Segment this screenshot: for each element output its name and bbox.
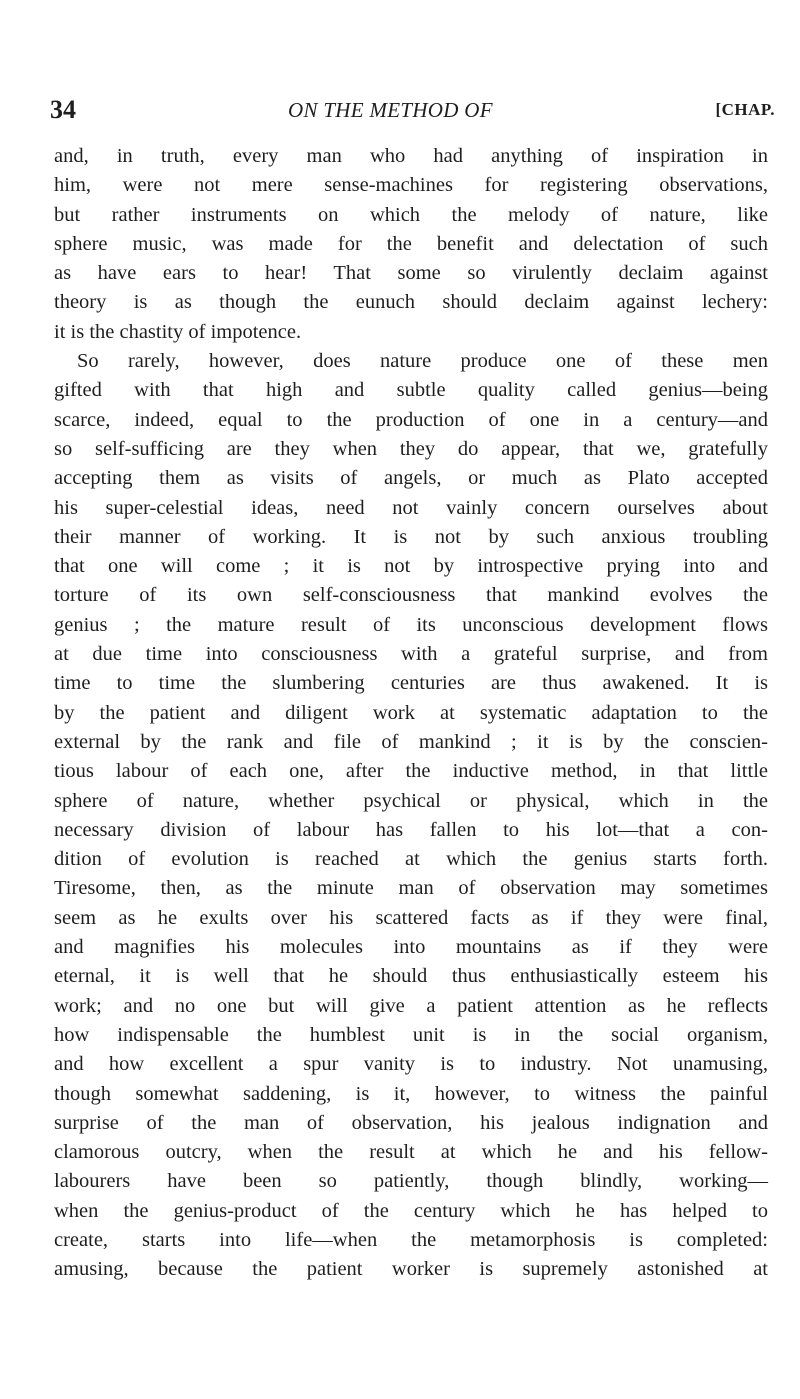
text-line: his super-celestial ideas, need not vainly concern ourselves about: [54, 496, 768, 519]
text-line: external by the rank and file of mankind ; it is by the conscien-: [54, 730, 768, 753]
body-text: [54, 142, 768, 1285]
text-line: sphere music, was made for the benefit and delectation of such: [54, 232, 768, 255]
text-line: that one will come ; it is not by introspective prying into and: [54, 555, 768, 578]
text-line: at due time into consciousness with a grateful surprise, and from: [54, 643, 768, 666]
text-line: amusing, because the patient worker is supremely astonished at: [54, 1258, 768, 1281]
text-line: torture of its own self-consciousness that mankind evolves the: [54, 584, 768, 607]
text-line: as have ears to hear! That some so virulently declaim against: [54, 262, 768, 285]
text-line: work; and no one but will give a patient attention as he reflects: [54, 994, 768, 1017]
text-line: gifted with that high and subtle quality called genius—being: [54, 379, 768, 402]
text-line: but rather instruments on which the melody of nature, like: [54, 203, 768, 226]
text-line: labourers have been so patiently, though blindly, working—: [54, 1170, 768, 1193]
text-line: surprise of the man of observation, his jealous indignation and: [54, 1111, 768, 1134]
text-line: and, in truth, every man who had anything of inspiration in: [54, 145, 768, 167]
text-line: eternal, it is well that he should thus enthusiastically esteem his: [54, 965, 768, 988]
text-line: tious labour of each one, after the inductive method, in that little: [54, 760, 768, 783]
text-line: scarce, indeed, equal to the production of one in a century—and: [54, 408, 768, 431]
text-line: their manner of working. It is not by such anxious troubling: [54, 525, 768, 548]
text-line: clamorous outcry, when the result at which he and his fellow-: [54, 1141, 768, 1164]
chapter-mark: [CHAP.: [715, 100, 775, 119]
text-line: it is the chastity of impotence.: [54, 320, 302, 343]
text-line: and magnifies his molecules into mountains as if they were: [54, 936, 768, 959]
text-line: so self-sufficing are they when they do appear, that we, gratefully: [54, 437, 768, 460]
text-line: how indispensable the humblest unit is in the social organism,: [54, 1023, 768, 1046]
text-line: and how excellent a spur vanity is to industry. Not unamusing,: [54, 1053, 768, 1076]
text-line: when the genius-product of the century which he has helped to: [54, 1199, 768, 1222]
text-line: by the patient and diligent work at systematic adaptation to the: [54, 701, 768, 724]
text-line: necessary division of labour has fallen to his lot—that a con-: [54, 818, 768, 841]
text-line: seem as he exults over his scattered facts as if they were final,: [54, 906, 768, 929]
text-line: though somewhat saddening, is it, however, to witness the painful: [54, 1082, 768, 1105]
text-line: Tiresome, then, as the minute man of observation may sometimes: [54, 877, 768, 900]
text-line: genius ; the mature result of its unconscious development flows: [54, 613, 768, 636]
text-line: theory is as though the eunuch should declaim against lechery:: [54, 291, 768, 314]
text-line: So rarely, however, does nature produce one of these men: [77, 350, 768, 373]
text-line: create, starts into life—when the metamorphosis is completed:: [54, 1228, 768, 1251]
text-line: him, were not mere sense-machines for registering observations,: [54, 174, 768, 197]
running-title: ON THE METHOD OF: [288, 98, 493, 122]
text-line: accepting them as visits of angels, or much as Plato accepted: [54, 467, 768, 490]
page-number: 34: [50, 95, 76, 124]
text-line: dition of evolution is reached at which the genius starts forth.: [54, 848, 768, 871]
text-line: time to time the slumbering centuries are thus awakened. It is: [54, 672, 768, 695]
text-line: sphere of nature, whether psychical or physical, which in the: [54, 789, 768, 812]
running-head: [50, 92, 775, 128]
